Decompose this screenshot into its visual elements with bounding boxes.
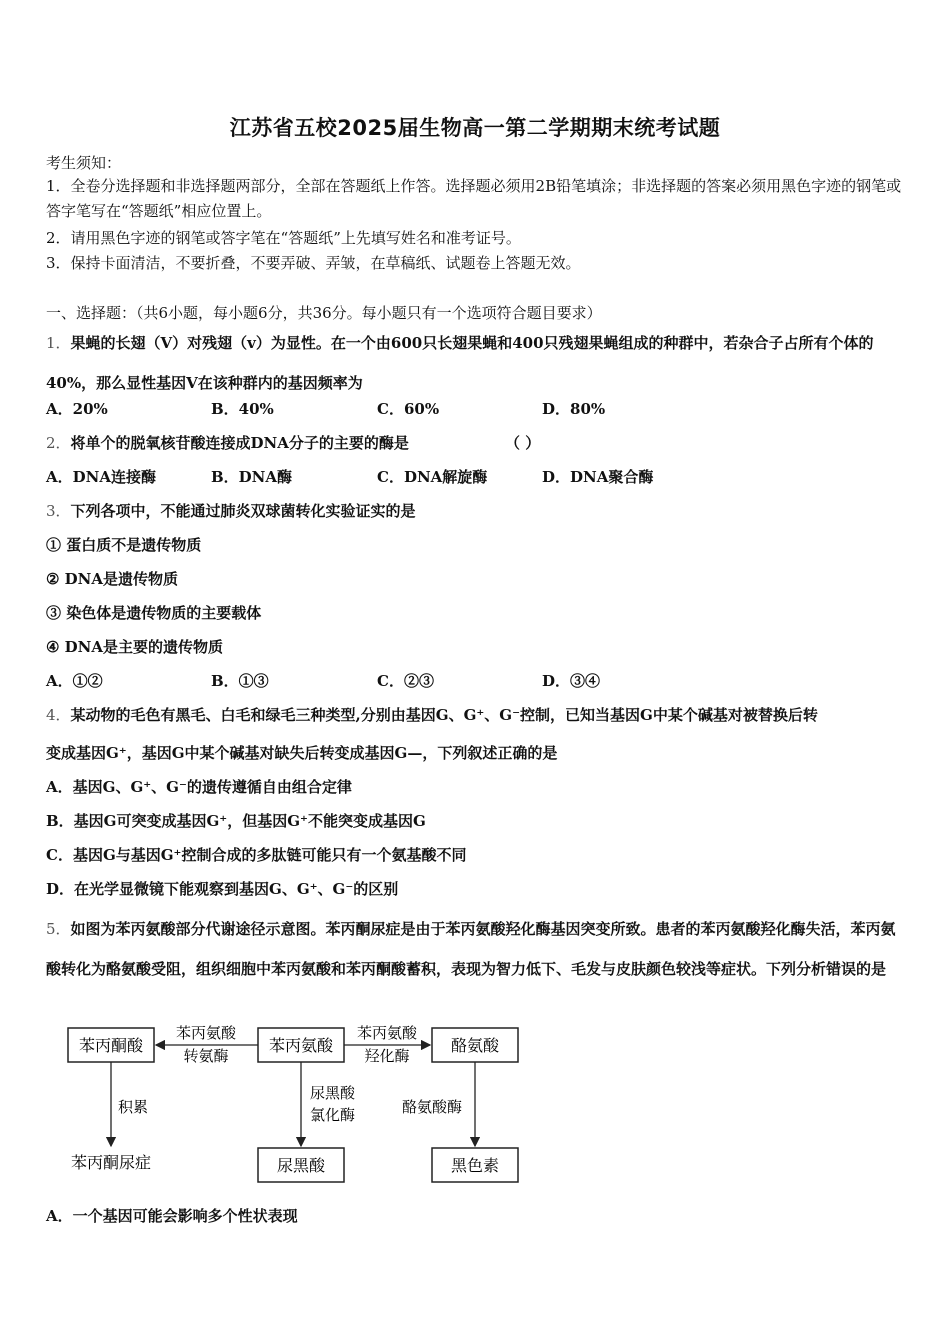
question-3	[46, 500, 416, 521]
q1-option-c: C．60%	[377, 400, 440, 418]
phenylalanine-metabolism-diagram	[60, 1018, 530, 1188]
notice-item-3: 3．保持卡面清洁，不要折叠，不要弄破、弄皱，在草稿纸、试题卷上答题无效。	[46, 254, 581, 272]
box-right-label: 酪氨酸	[450, 1036, 500, 1055]
question-5	[46, 909, 906, 989]
q3-option-c: C．②③	[377, 672, 434, 690]
q3-option-b: B．①③	[211, 672, 269, 690]
question-1-text: 果蝇的长翅（V）对残翅（v）为显性。在一个由600只长翅果蝇和400只残翅果蝇组成的种群中，若杂合子占所有个体的40%，那么显性基因V在该种群内的基因频率为	[46, 334, 874, 392]
q3-item-4: ④ DNA是主要的遗传物质	[46, 638, 224, 656]
q1-option-d: D．80%	[542, 400, 606, 418]
q1-option-a: A．20%	[46, 400, 108, 418]
q3-item-1: ① 蛋白质不是遗传物质	[46, 536, 202, 554]
q1-option-b: B．40%	[211, 400, 274, 418]
label-accumulate: 积累	[118, 1098, 149, 1116]
q4-option-a: A．基因G、G⁺、G⁻的遗传遵循自由组合定律	[46, 778, 352, 796]
box-bottom-right-label: 黑色素	[450, 1156, 500, 1175]
q5-option-a: A．一个基因可能会影响多个性状表现	[46, 1207, 298, 1225]
q3-option-d: D．③④	[542, 672, 601, 690]
q4-option-c: C．基因G与基因G⁺控制合成的多肽链可能只有一个氨基酸不同	[46, 846, 467, 864]
result-pku: 苯丙酮尿症	[70, 1153, 152, 1172]
q2-option-d: D．DNA聚合酶	[542, 468, 654, 486]
box-bottom-mid-label: 尿黑酸	[276, 1156, 326, 1175]
question-4-text-1: 某动物的毛色有黑毛、白毛和绿毛三种类型,分别由基因G、G⁺、G⁻控制，已知当基因G中某个碱基对被替换后转	[70, 706, 818, 724]
question-number: 4．	[46, 706, 71, 724]
q2-option-c: C．DNA解旋酶	[377, 468, 488, 486]
q4-option-b: B．基因G可突变成基因G⁺，但基因G⁺不能突变成基因G	[46, 812, 426, 830]
question-4-line-2: 变成基因G⁺，基因G中某个碱基对缺失后转变成基因G—，下列叙述正确的是	[46, 744, 558, 762]
enzyme-right-line2: 羟化酶	[364, 1047, 410, 1065]
enzyme-left-line1: 苯丙氨酸	[175, 1024, 237, 1042]
question-5-text: 如图为苯丙氨酸部分代谢途径示意图。苯丙酮尿症是由于苯丙氨酸羟化酶基因突变所致。患者的苯丙氨酸羟化酶失活，苯丙氨酸转化为酪氨酸受阻，组织细胞中苯丙氨酸和苯丙酮酸蓄积，表现为智力低下、毛发与皮肤颜色较浅等症状。下列分析错误的是	[46, 920, 896, 978]
q2-option-b: B．DNA酶	[211, 468, 293, 486]
question-3-text: 下列各项中，不能通过肺炎双球菌转化实验证实的是	[70, 502, 416, 520]
box-mid-label: 苯丙氨酸	[268, 1036, 334, 1055]
question-2-text: 将单个的脱氧核苷酸连接成DNA分子的主要的酶是	[70, 434, 409, 452]
q3-item-3: ③ 染色体是遗传物质的主要载体	[46, 604, 262, 622]
question-2	[46, 432, 409, 453]
q3-item-2: ② DNA是遗传物质	[46, 570, 179, 588]
notice-heading: 考生须知：	[46, 154, 122, 172]
notice-item-1: 1．全卷分选择题和非选择题两部分，全部在答题纸上作答。选择题必须用2B铅笔填涂；非选择题的答案必须用黑色字迹的钢笔或答字笔写在“答题纸”相应位置上。	[46, 177, 902, 220]
q2-answer-blank: （ ）	[505, 434, 541, 452]
enzyme-right-line1: 苯丙氨酸	[356, 1024, 418, 1042]
question-4-line-1	[46, 704, 818, 725]
q4-option-d: D．在光学显微镜下能观察到基因G、G⁺、G⁻的区别	[46, 880, 399, 898]
q2-option-a: A．DNA连接酶	[46, 468, 156, 486]
enzyme-mid-line1: 尿黑酸	[310, 1084, 356, 1102]
question-number: 2．	[46, 434, 71, 452]
notice-item-2: 2．请用黑色字迹的钢笔或答字笔在“答题纸”上先填写姓名和准考证号。	[46, 229, 521, 247]
box-left-label: 苯丙酮酸	[78, 1036, 144, 1055]
section-heading: 一、选择题：（共6小题，每小题6分，共36分。每小题只有一个选项符合题目要求）	[46, 304, 602, 322]
enzyme-mid-line2: 氯化酶	[310, 1106, 356, 1124]
question-number: 5．	[46, 920, 71, 938]
enzyme-left-line2: 转氨酶	[183, 1047, 229, 1065]
enzyme-bottom-right: 酪氨酸酶	[401, 1098, 463, 1116]
question-number: 3．	[46, 502, 71, 520]
question-number: 1．	[46, 334, 71, 352]
exam-title: 江苏省五校2025届生物高一第二学期期末统考试题	[229, 116, 721, 140]
question-1	[46, 323, 906, 403]
q3-option-a: A．①②	[46, 672, 103, 690]
